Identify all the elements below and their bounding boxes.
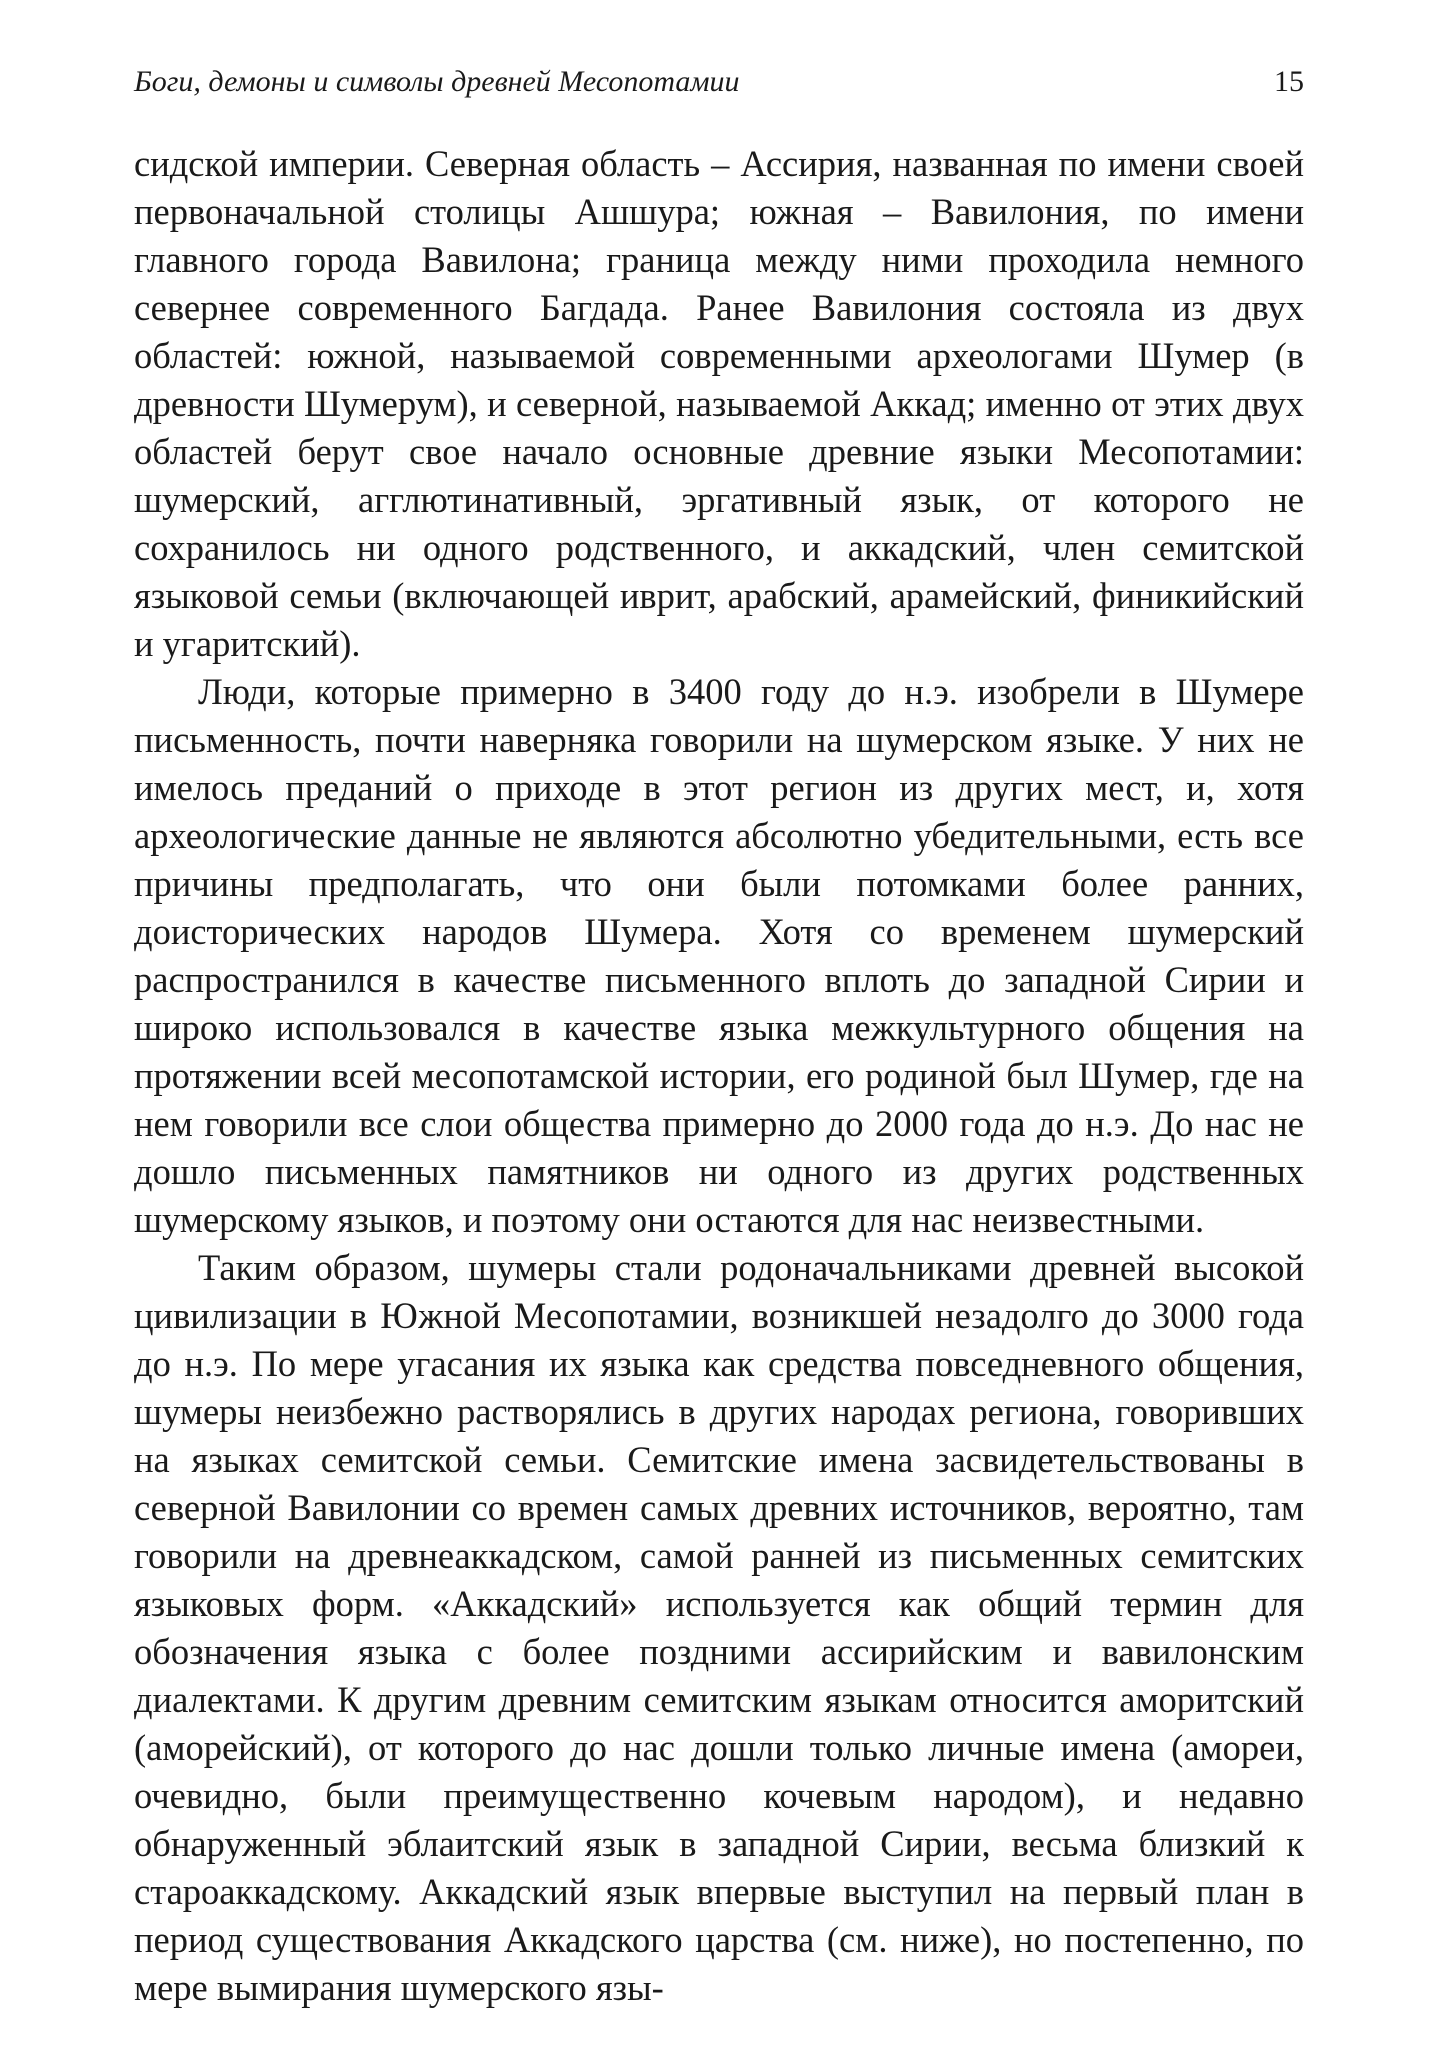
running-title: Боги, демоны и символы древней Месопотамии: [134, 65, 740, 98]
running-header: [134, 62, 1304, 112]
paragraph: Люди, которые примерно в 3400 году до н.э. изобрели в Шумере письменность, почти наверняка говорили на шумерском языке. У них не имелось преданий о приходе в этот регион из других мест, и, хотя археологические данные не являются абсолютно убедительными, есть все причины предполагать, что они были потомками более ранних, доисторических народов Шумера. Хотя со временем шумерский распространился в качестве письменного вплоть до западной Сирии и широко использовался в качестве языка межкультурного общения на протяжении всей месопотамской истории, его родиной был Шумер, где на нем говорили все слои общества примерно до 2000 года до н.э. До нас не дошло письменных памятников ни одного из других родственных шумерскому языков, и поэтому они остаются для нас неизвестными.: [134, 671, 1304, 1240]
page-number: 15: [1274, 65, 1304, 98]
paragraph-continued: сидской империи. Северная область – Ассирия, названная по имени своей первоначальной столицы Ашшура; южная – Вавилония, по имени главного города Вавилона; граница между ними проходила немного севернее современного Багдада. Ранее Вавилония состояла из двух областей: южной, называемой современными археологами Шумер (в древности Шумерум), и северной, называемой Аккад; именно от этих двух областей берут свое начало основные древние языки Месопотамии: шумерский, агглютинативный, эргативный язык, от которого не сохранилось ни одного родственного, и аккадский, член семитской языковой семьи (включающей иврит, арабский, арамейский, финикийский и угаритский).: [134, 143, 1304, 664]
body-text: [134, 140, 1304, 2012]
paragraph: Таким образом, шумеры стали родоначальниками древней высокой цивилизации в Южной Месопотамии, возникшей незадолго до 3000 года до н.э. По мере угасания их языка как средства повседневного общения, шумеры неизбежно растворялись в других народах региона, говоривших на языках семитской семьи. Семитские имена засвидетельствованы в северной Вавилонии со времен самых древних источников, вероятно, там говорили на древнеаккадском, самой ранней из письменных семитских языковых форм. «Аккадский» используется как общий термин для обозначения языка с более поздними ассирийским и вавилонским диалектами. К другим древним семитским языкам относится аморитский (аморейский), от которого до нас дошли только личные имена (амореи, очевидно, были преимущественно кочевым народом), и недавно обнаруженный эблаитский язык в западной Сирии, весьма близкий к староаккадскому. Аккадский язык впервые выступил на первый план в период существования Аккадского царства (см. ниже), но постепенно, по мере вымирания шумерского язы-: [134, 1247, 1304, 2008]
